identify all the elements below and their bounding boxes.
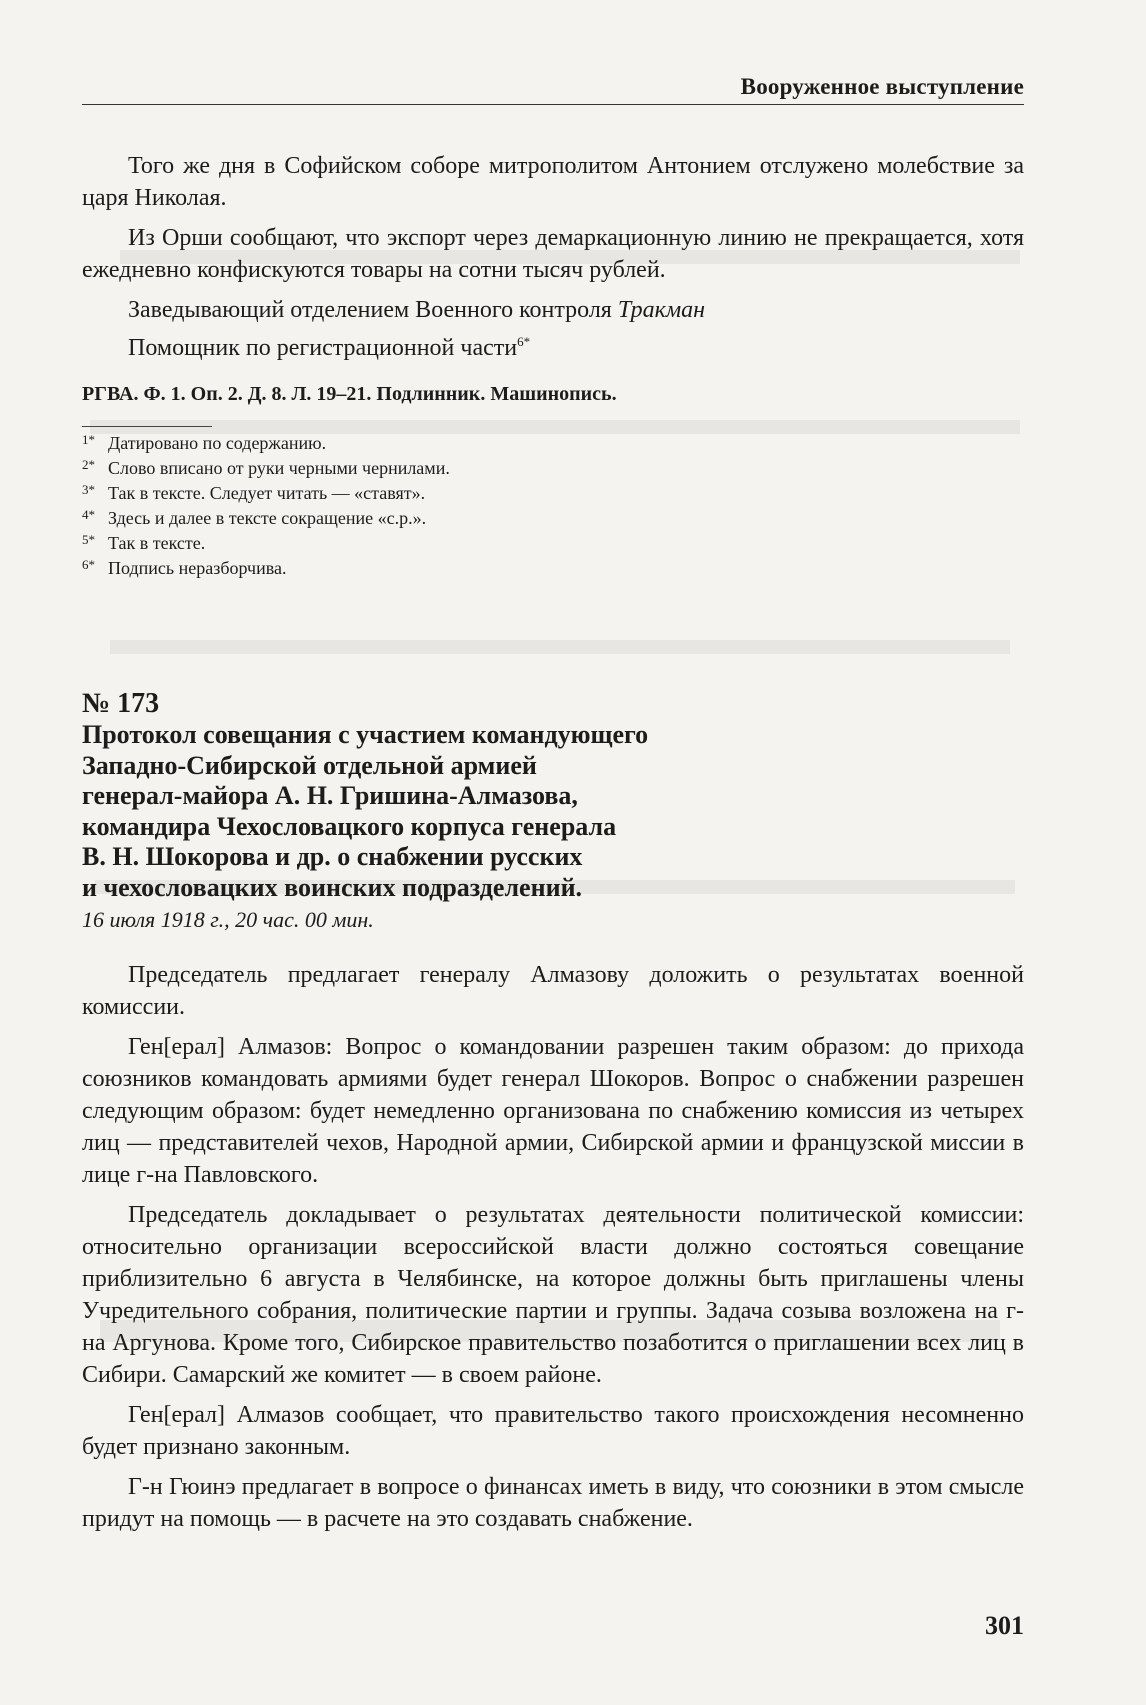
document-body	[82, 959, 1024, 1535]
title-line: В. Н. Шокорова и др. о снабжении русских	[82, 842, 583, 871]
header-rule	[82, 104, 1024, 105]
paragraph: Ген[ерал] Алмазов сообщает, что правительство такого происхождения несомненно будет признано законным.	[82, 1402, 1024, 1460]
footnote	[82, 456, 1024, 481]
archive-reference: РГВА. Ф. 1. Оп. 2. Д. 8. Л. 19–21. Подлинник. Машинопись.	[82, 383, 617, 405]
footnote	[82, 506, 1024, 531]
footnote-text: Подпись неразборчива.	[108, 558, 287, 578]
signature-line	[82, 294, 1024, 326]
signature-title: Заведывающий отделением Военного контроля	[128, 297, 612, 323]
page-number: 301	[985, 1611, 1024, 1640]
footnote	[82, 556, 1024, 581]
paragraph: Г-н Гюинэ предлагает в вопросе о финансах иметь в виду, что союзники в этом смысле придут на помощь — в расчете на это создавать снабжение.	[82, 1474, 1024, 1532]
signature-title: Помощник по регистрационной части	[128, 335, 518, 361]
paragraph: Ген[ерал] Алмазов: Вопрос о командовании разрешен таким образом: до прихода союзников командовать армиями будет генерал Шокоров. Вопрос о снабжении разрешен следующим образом: будет немедленно организована по снабжению комиссия из четырех лиц — представителей чехов, Народной армии, Сибирской армии и французской миссии в лице г-на Павловского.	[82, 1034, 1024, 1188]
signature-name: Тракман	[617, 297, 706, 323]
footnote-mark: 4*	[82, 507, 95, 522]
footnote-text: Слово вписано от руки черными чернилами.	[108, 458, 450, 478]
footnote-mark: 6*	[82, 557, 95, 572]
paragraph: Того же дня в Софийском соборе митрополитом Антонием отслужено молебствие за царя Николая.	[82, 153, 1024, 211]
footnote-ref: 6*	[517, 334, 531, 349]
footnote-text: Так в тексте. Следует читать — «ставят».	[108, 483, 426, 503]
footnote-mark: 5*	[82, 532, 95, 547]
document-title	[82, 720, 1024, 903]
running-header: Вооруженное выступление	[740, 74, 1024, 99]
title-line: и чехословацких воинских подразделений.	[82, 872, 583, 902]
title-line: командира Чехословацкого корпуса генерала	[82, 811, 617, 841]
footnote-text: Здесь и далее в тексте сокращение «с.р.».	[108, 508, 427, 528]
footnote-text: Датировано по содержанию.	[108, 433, 327, 453]
document-number: № 173	[82, 688, 160, 719]
title-line: генерал-майора А. Н. Гришина-Алмазова,	[82, 781, 578, 810]
document-date: 16 июля 1918 г., 20 час. 00 мин.	[82, 907, 374, 932]
signature-line	[82, 326, 1024, 364]
footnote	[82, 431, 1024, 456]
paragraph: Из Орши сообщают, что экспорт через демаркационную линию не прекращается, хотя ежедневно конфискуются товары на сотни тысяч рублей.	[82, 225, 1024, 283]
footnote	[82, 531, 1024, 556]
footnote-text: Так в тексте.	[108, 533, 206, 553]
paragraph: Председатель предлагает генералу Алмазову доложить о результатах военной комиссии.	[82, 962, 1024, 1020]
title-line: Западно-Сибирской отдельной армией	[82, 750, 537, 780]
top-section	[82, 150, 1024, 581]
title-line: Протокол совещания с участием командующего	[82, 720, 649, 749]
document-section	[82, 688, 1024, 1535]
footnote	[82, 481, 1024, 506]
footnote-mark: 3*	[82, 482, 95, 497]
footnote-mark: 1*	[82, 432, 95, 447]
footnote-mark: 2*	[82, 457, 95, 472]
footnotes	[82, 431, 1024, 581]
paragraph: Председатель докладывает о результатах деятельности политической комиссии: относительно организации всероссийской власти должно состояться совещание приблизительно 6 августа в Челябинске, на которое должны быть приглашены члены Учредительного собрания, политические партии и группы. Задача созыва возложена на г-на Аргунова. Кроме того, Сибирское правительство позаботится о приглашении всех лиц в Сибири. Самарский же комитет — в своем районе.	[82, 1202, 1024, 1388]
